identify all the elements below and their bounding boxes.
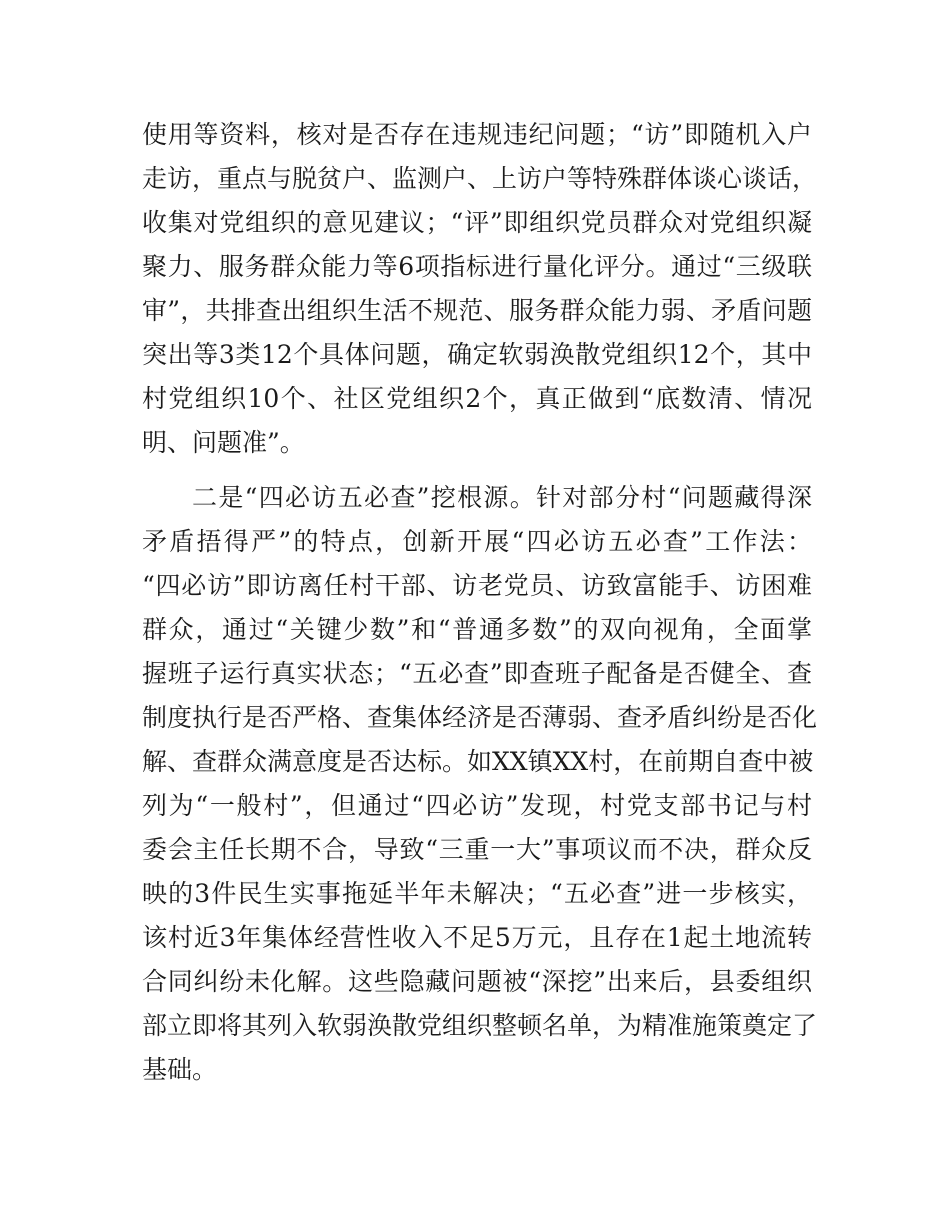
paragraph-line: 握班子运行真实状态；“五必查”即查班子配备是否健全、查 [142, 659, 812, 688]
paragraph-line: 部立即将其列入软弱涣散党组织整顿名单，为精准施策奠定了 [142, 1011, 818, 1040]
paragraph-line: 基础。 [142, 1055, 218, 1084]
paragraph-line: 委会主任长期不合，导致“三重一大”事项议而不决，群众反 [142, 835, 812, 864]
paragraph-line: 审”，共排查出组织生活不规范、服务群众能力弱、矛盾问题 [142, 296, 812, 325]
paragraph-line: 合同纠纷未化解。这些隐藏问题被“深挖”出来后，县委组织 [142, 967, 812, 996]
paragraph-line: “四必访”即访离任村干部、访老党员、访致富能手、访困难 [142, 571, 812, 600]
paragraph-line: 制度执行是否严格、查集体经济是否薄弱、查矛盾纠纷是否化 [142, 703, 818, 732]
paragraph-line: 映的3件民生实事拖延半年未解决；“五必查”进一步核实， [142, 879, 812, 908]
paragraph-line: 聚力、服务群众能力等6项指标进行量化评分。通过“三级联 [142, 252, 812, 281]
paragraph-line: 解、查群众满意度是否达标。如XX镇XX村，在前期自查中被 [142, 747, 814, 776]
paragraph-line: 收集对党组织的意见建议；“评”即组织党员群众对党组织凝 [142, 208, 812, 237]
paragraph-line: 走访，重点与脱贫户、监测户、上访户等特殊群体谈心谈话， [142, 164, 818, 193]
paragraph-line: 二是“四必访五必查”挖根源。针对部分村“问题藏得深 [192, 483, 812, 512]
paragraph-line: 该村近3年集体经营性收入不足5万元，且存在1起土地流转 [142, 923, 812, 952]
paragraph-line: 明、问题准”。 [142, 428, 305, 457]
paragraph-line: 使用等资料，核对是否存在违规违纪问题；“访”即随机入户 [142, 120, 812, 149]
paragraph-line: 矛盾捂得严”的特点，创新开展“四必访五必查”工作法： [142, 527, 812, 556]
paragraph-line: 群众，通过“关键少数”和“普通多数”的双向视角，全面掌 [142, 615, 812, 644]
paragraph-line: 村党组织10个、社区党组织2个，真正做到“底数清、情况 [142, 384, 812, 413]
paragraph-line: 列为“一般村”，但通过“四必访”发现，村党支部书记与村 [142, 791, 812, 820]
paragraph-line: 突出等3类12个具体问题，确定软弱涣散党组织12个，其中 [142, 340, 812, 369]
